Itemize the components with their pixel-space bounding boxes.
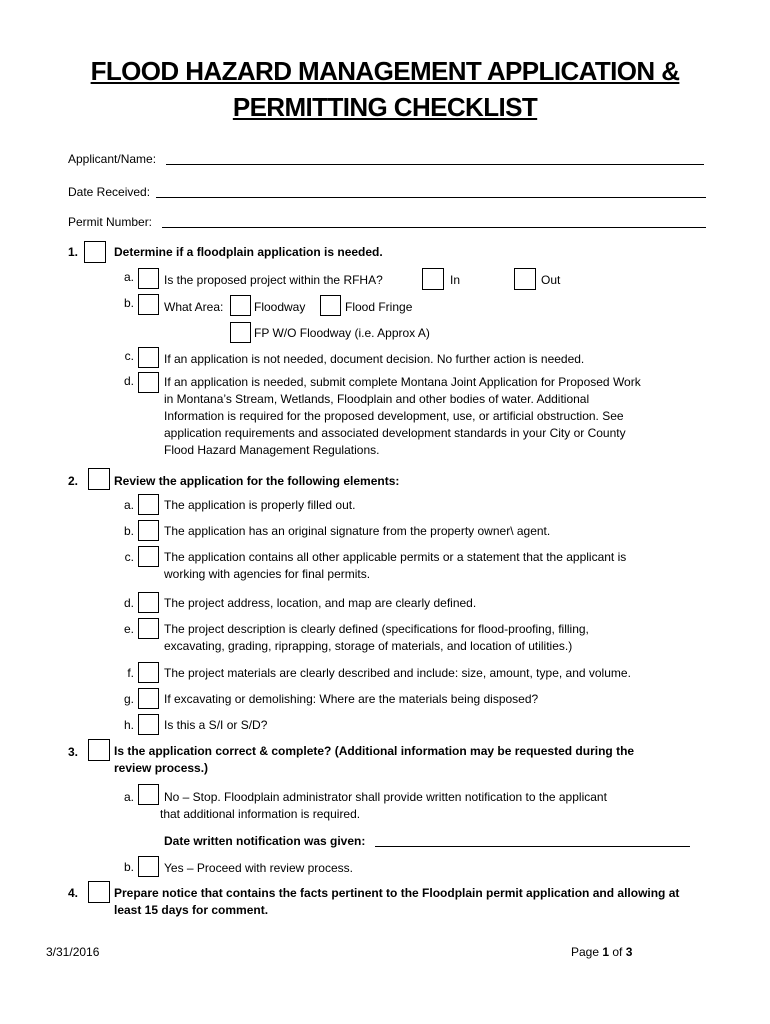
permit-number-field[interactable] (162, 227, 706, 228)
item-text-block (160, 789, 607, 823)
checkbox[interactable] (138, 856, 159, 877)
text-line: No – Stop. Floodplain administrator shall provide written notification to the applicant (164, 790, 607, 804)
item-text: The project address, location, and map are clearly defined. (164, 596, 477, 610)
out-label: Out (541, 273, 561, 287)
section-heading: Determine if a floodplain application is needed. (114, 245, 383, 259)
checkbox[interactable] (88, 468, 110, 490)
floodway-checkbox[interactable] (230, 295, 251, 316)
item-text-block (164, 374, 641, 459)
floodway-label: Floodway (254, 300, 306, 314)
item-letter: e. (123, 622, 134, 636)
checkbox[interactable] (138, 784, 159, 805)
section-number: 4. (68, 886, 79, 900)
date-received-label: Date Received: (68, 185, 151, 199)
item-letter: b. (123, 296, 134, 310)
item-letter: c. (124, 550, 134, 564)
checkbox[interactable] (138, 714, 159, 735)
text-line: that additional information is required. (160, 807, 361, 821)
checkbox[interactable] (138, 546, 159, 567)
item-text: The project materials are clearly described and include: size, amount, type, and volume. (164, 666, 631, 680)
heading-line: review process.) (114, 761, 209, 775)
in-label: In (450, 273, 461, 287)
flood-fringe-checkbox[interactable] (320, 295, 341, 316)
checkbox[interactable] (138, 688, 159, 709)
fp-checkbox[interactable] (230, 322, 251, 343)
what-area-label: What Area: (164, 300, 224, 314)
fp-label: FP W/O Floodway (i.e. Approx A) (254, 326, 430, 340)
text-line: application requirements and associated development standards in your City or County (164, 426, 626, 440)
item-letter: a. (123, 498, 134, 512)
date-written-label: Date written notification was given: (164, 834, 366, 848)
section-heading: Review the application for the following elements: (114, 474, 400, 488)
item-text: Is the proposed project within the RFHA? (164, 273, 383, 287)
section-heading (114, 743, 634, 777)
text-line: excavating, grading, riprapping, storage of materials, and location of utilities.) (164, 639, 573, 653)
page-total: 3 (625, 945, 633, 959)
in-checkbox[interactable] (422, 268, 444, 290)
item-letter: d. (123, 596, 134, 610)
footer-date: 3/31/2016 (46, 945, 100, 959)
text-line: If an application is needed, submit complete Montana Joint Application for Proposed Work (164, 375, 641, 389)
section-heading (114, 885, 679, 919)
date-received-field[interactable] (156, 197, 706, 198)
page-prefix: Page (571, 945, 603, 959)
page-title-line1: FLOOD HAZARD MANAGEMENT APPLICATION & (90, 56, 680, 86)
text-line: The application contains all other applicable permits or a statement that the applicant is (164, 550, 627, 564)
heading-line: Is the application correct & complete? (Additional information may be requested during the (114, 744, 635, 758)
item-letter: a. (123, 790, 134, 804)
checkbox[interactable] (138, 494, 159, 515)
item-text-block (164, 621, 589, 655)
page-number: 1 (602, 945, 610, 959)
checkbox[interactable] (138, 520, 159, 541)
item-letter: b. (123, 524, 134, 538)
item-letter: b. (123, 860, 134, 874)
checkbox[interactable] (138, 592, 159, 613)
item-letter: c. (124, 349, 134, 363)
checkbox[interactable] (138, 294, 159, 315)
checkbox[interactable] (138, 347, 159, 368)
item-letter: f. (127, 666, 134, 680)
item-text: If excavating or demolishing: Where are the materials being disposed? (164, 692, 539, 706)
applicant-label: Applicant/Name: (68, 152, 157, 166)
permit-number-label: Permit Number: (68, 215, 153, 229)
text-line: in Montana’s Stream, Wetlands, Floodplain and other bodies of water. Additional (164, 392, 590, 406)
section-number: 2. (68, 474, 79, 488)
page-of: of (609, 945, 626, 959)
item-text-block (164, 549, 626, 583)
text-line: Information is required for the proposed development, use, or artificial obstruction. See (164, 409, 624, 423)
out-checkbox[interactable] (514, 268, 536, 290)
section-number: 1. (68, 245, 79, 259)
checkbox[interactable] (138, 268, 159, 289)
checkbox[interactable] (88, 881, 110, 903)
page-indicator (571, 945, 632, 959)
checkbox[interactable] (88, 739, 110, 761)
flood-fringe-label: Flood Fringe (345, 300, 413, 314)
applicant-field[interactable] (166, 164, 704, 165)
checkbox[interactable] (138, 662, 159, 683)
item-text: Is this a S/I or S/D? (164, 718, 268, 732)
checkbox[interactable] (84, 241, 106, 263)
heading-line: Prepare notice that contains the facts pertinent to the Floodplain permit application and allowing at (114, 886, 680, 900)
text-line: The project description is clearly defined (specifications for flood-proofing, filling, (164, 622, 589, 636)
date-written-field[interactable] (375, 846, 690, 847)
item-letter: h. (123, 718, 134, 732)
item-text: Yes – Proceed with review process. (164, 861, 353, 875)
item-text: If an application is not needed, document decision. No further action is needed. (164, 352, 585, 366)
text-line: Flood Hazard Management Regulations. (164, 443, 380, 457)
section-number: 3. (68, 745, 79, 759)
item-letter: d. (123, 374, 134, 388)
item-letter: g. (123, 692, 134, 706)
item-text: The application has an original signature from the property owner\ agent. (164, 524, 551, 538)
page-title-line2: PERMITTING CHECKLIST (232, 92, 538, 122)
item-text: The application is properly filled out. (164, 498, 356, 512)
item-letter: a. (123, 270, 134, 284)
checkbox[interactable] (138, 618, 159, 639)
checkbox[interactable] (138, 372, 159, 393)
text-line: working with agencies for final permits. (164, 567, 371, 581)
heading-line: least 15 days for comment. (114, 903, 269, 917)
